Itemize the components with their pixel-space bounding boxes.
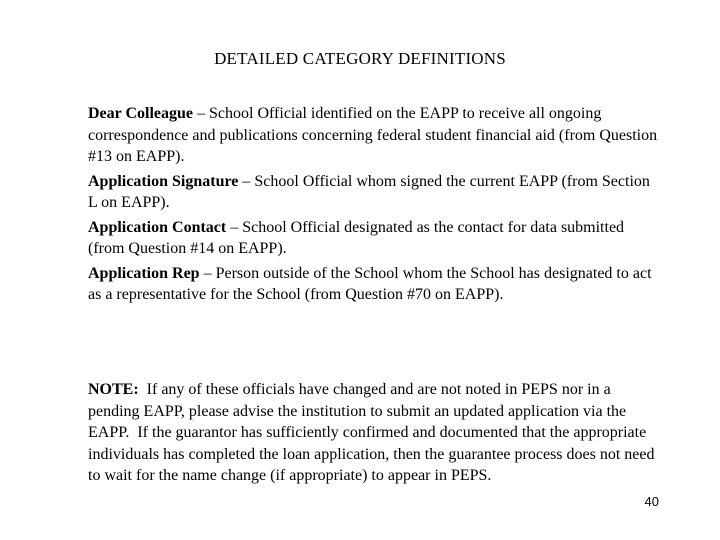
definition-text: School Official whom signed the current EAPP (from Section L on EAPP). xyxy=(88,172,650,211)
definitions-list xyxy=(88,103,663,309)
note-text: If any of these officials have changed and are not noted in PEPS nor in a pending EAPP, please advise the institution to submit an updated application via the EAPP. If the guarantor has sufficiently confirmed and documented that the appropriate individuals has completed the loan application, then the guarantee process does not need to wait for the name change (if appropriate) to appear in PEPS. xyxy=(88,381,659,484)
definition-application-contact xyxy=(88,217,663,260)
note-label: NOTE: xyxy=(88,381,139,398)
definition-term: Application Contact xyxy=(88,218,227,236)
definition-separator: – xyxy=(226,218,243,236)
definition-separator: – xyxy=(193,105,210,122)
definition-term: Application Signature xyxy=(88,172,239,190)
note-paragraph xyxy=(88,379,663,487)
page-title: DETAILED CATEGORY DEFINITIONS xyxy=(214,49,506,68)
page-number: 40 xyxy=(644,494,659,509)
definition-text: School Official designated as the contact for data submitted (from Question #14 on EAPP). xyxy=(88,218,625,257)
definition-separator: – xyxy=(238,172,255,190)
definition-dear-colleague xyxy=(88,103,663,168)
definition-separator: – xyxy=(199,264,216,282)
definition-text: Person outside of the School whom the School has designated to act as a representative for the School (from Question #70 on EAPP). xyxy=(88,264,652,303)
definition-text: School Official identified on the EAPP to receive all ongoing correspondence and publications concerning federal student financial aid (from Question #13 on EAPP). xyxy=(88,105,658,165)
definition-application-signature xyxy=(88,171,663,214)
definition-application-rep xyxy=(88,263,663,306)
definition-term: Dear Colleague xyxy=(88,105,194,122)
definition-term: Application Rep xyxy=(88,264,200,282)
